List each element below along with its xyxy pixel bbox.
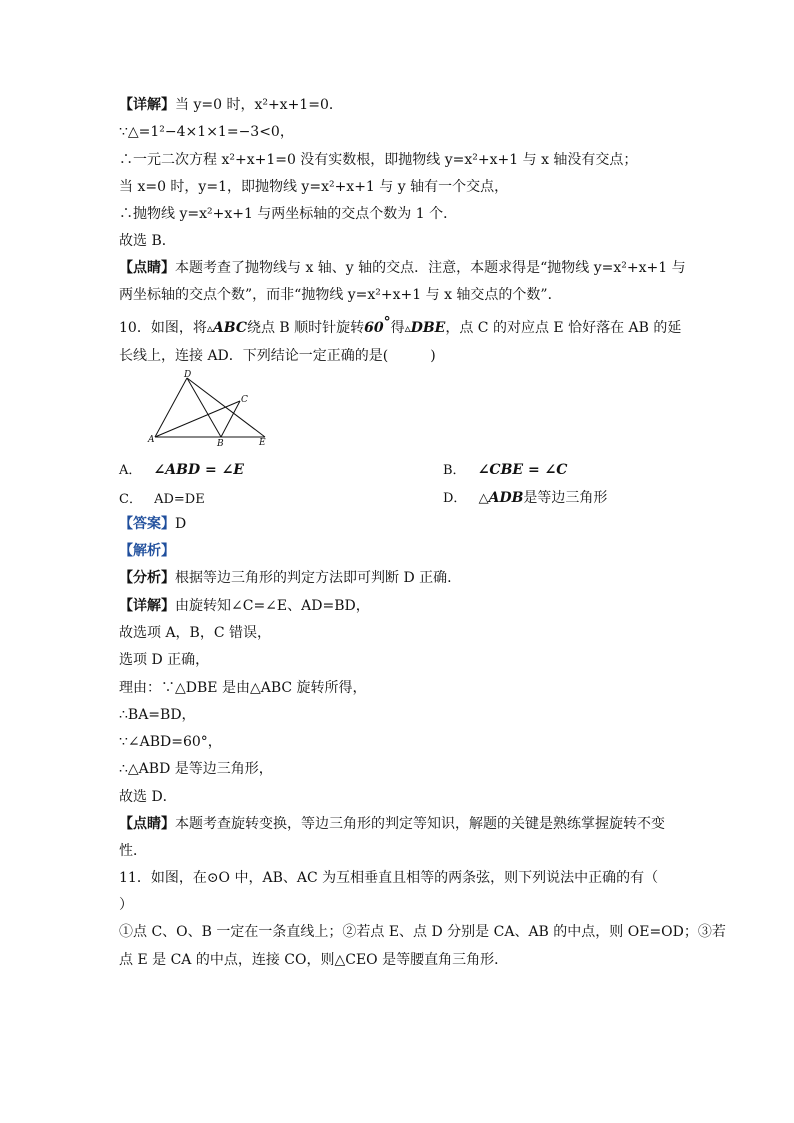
option-d-letter: D． (443, 491, 467, 506)
detail10-line7: ∴△ABD 是等边三角形， (119, 761, 273, 777)
detail9-line6: 故选 B． (119, 233, 176, 249)
question11-line3: ①点 C、O、B 一定在一条直线上；②若点 E、点 D 分别是 CA、AB 的中点，则 OE=OD；③若 (119, 924, 726, 940)
q10-degree: ° (383, 314, 391, 331)
detail9-line1 (119, 95, 343, 115)
option-a-letter: A． (119, 463, 142, 478)
option-c-letter: C． (119, 492, 142, 507)
detail9-text1: 当 y=0 时，x²+x+1=0． (175, 97, 343, 113)
q10-angle: 60 (364, 320, 384, 336)
q10-prefix: 10．如图，将 (119, 320, 207, 336)
q10-triangle-abc: ABC (212, 320, 247, 336)
q10-suffix1: ，点 C 的对应点 E 恰好落在 AB 的延 (445, 320, 682, 336)
triangle-icon: ▵ (206, 321, 213, 335)
question11-line1: 11．如图，在⊙O 中，AB、AC 为互相垂直且相等的两条弦，则下列说法中正确的有（ (119, 870, 659, 886)
comment-tag: 【点睛】 (119, 260, 175, 276)
comment9-line1 (119, 258, 686, 278)
option-b-math: ∠CBE = ∠C (477, 462, 568, 478)
answer-tag: 【答案】 (119, 516, 175, 532)
q10-triangle-dbe: DBE (410, 320, 446, 336)
option-d[interactable] (443, 488, 607, 509)
comment10-text1: 本题考查旋转变换，等边三角形的判定等知识，解题的关键是熟练掌握旋转不变 (175, 816, 665, 832)
detail10-line1 (119, 596, 370, 616)
fenxi10 (119, 568, 452, 588)
q10-mid2: 得 (390, 320, 405, 336)
option-d-text: 是等边三角形 (523, 490, 608, 506)
detail10-line8: 故选 D． (119, 789, 177, 805)
option-b[interactable] (443, 460, 567, 481)
geometry-figure (145, 370, 275, 448)
label-c: C (241, 395, 248, 405)
detail9-line2: ∵△=1²−4×1×1=−3<0， (119, 124, 294, 140)
question11-line2: ） (119, 897, 133, 913)
detail9-line5: ∴抛物线 y=x²+x+1 与两坐标轴的交点个数为 1 个． (119, 206, 458, 222)
answer10 (119, 514, 186, 534)
segment-ad (155, 378, 187, 437)
question10-line1 (119, 314, 682, 338)
question11-line4: 点 E 是 CA 的中点，连接 CO，则△CEO 是等腰直角三角形． (119, 952, 509, 968)
comment10-line2: 性． (119, 843, 147, 859)
option-c[interactable] (119, 490, 205, 510)
option-c-text: AD=DE (154, 492, 205, 507)
comment-tag: 【点睛】 (119, 816, 175, 832)
triangle-icon: ▵ (404, 321, 411, 335)
detail9-line3: ∴一元二次方程 x²+x+1=0 没有实数根，即抛物线 y=x²+x+1 与 x 轴没有交点； (119, 152, 638, 168)
detail-tag: 【详解】 (119, 598, 175, 614)
label-b: B (217, 439, 224, 448)
option-b-letter: B． (443, 463, 466, 478)
segment-ac (155, 401, 240, 437)
triangle-icon: △ (478, 491, 489, 506)
q10-mid1: 绕点 B 顺时针旋转 (246, 320, 365, 336)
answer-value: D (175, 516, 187, 532)
detail-tag: 【详解】 (119, 97, 175, 113)
detail10-line5: ∴BA=BD， (119, 707, 196, 723)
comment9-text1: 本题考查了抛物线与 x 轴、y 轴的交点．注意，本题求得是“抛物线 y=x²+x+1 与 (175, 260, 686, 276)
option-d-triangle: ADB (488, 490, 524, 506)
comment10-line1 (119, 814, 665, 834)
fenxi-tag: 【分析】 (119, 570, 175, 586)
detail9-line4: 当 x=0 时，y=1，即抛物线 y=x²+x+1 与 y 轴有一个交点， (119, 179, 509, 195)
detail10-line4: 理由：∵△DBE 是由△ABC 旋转所得， (119, 680, 367, 696)
comment9-line2: 两坐标轴的交点个数”，而非“抛物线 y=x²+x+1 与 x 轴交点的个数”． (119, 287, 562, 303)
analysis10 (119, 541, 175, 561)
detail10-line6: ∵∠ABD=60°， (119, 734, 222, 750)
option-a[interactable] (119, 460, 244, 481)
analysis-tag: 【解析】 (119, 543, 175, 559)
label-a: A (148, 435, 155, 445)
label-d: D (184, 370, 192, 380)
detail10-text1: 由旋转知∠C=∠E、AD=BD， (175, 598, 370, 614)
detail10-line3: 选项 D 正确， (119, 652, 210, 668)
segment-db (187, 378, 221, 437)
question10-line2: 长线上，连接 AD．下列结论一定正确的是( ) (119, 348, 436, 364)
option-a-math: ∠ABD = ∠E (153, 462, 244, 478)
fenxi-text: 根据等边三角形的判定方法即可判断 D 正确. (175, 570, 452, 586)
detail10-line2: 故选项 A，B，C 错误， (119, 625, 272, 641)
label-e: E (259, 438, 266, 448)
